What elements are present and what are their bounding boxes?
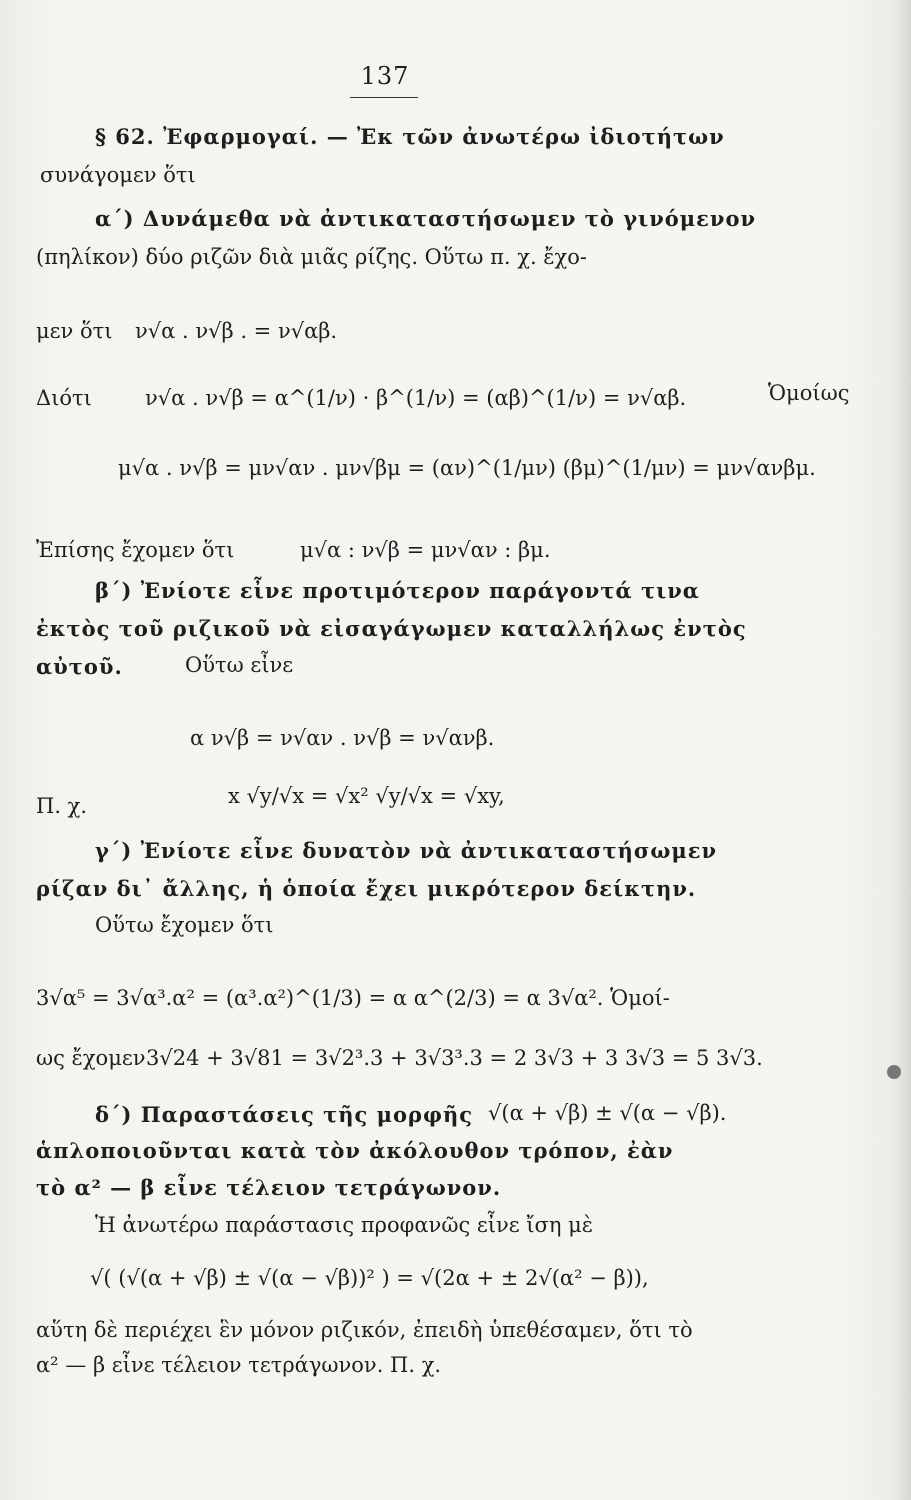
text-line: ἁπλοποιοῦνται κατὰ τὸν ἀκόλουθον τρόπον, ἐὰν xyxy=(36,1138,674,1163)
subsection-gamma: γ΄) Ἐνίοτε εἶνε δυνατὸν νὰ ἀντικαταστήσωμεν xyxy=(95,838,718,863)
formula-squared-expression: √( (√(α + √β) ± √(α − √β))² ) = √(2α + ± 2√(α² − β)), xyxy=(90,1266,649,1290)
formula-proof: ν√α . ν√β = α^(1/ν) · β^(1/ν) = (αβ)^(1/ν) = ν√αβ. xyxy=(145,386,687,410)
text-line: Οὕτω ἔχομεν ὅτι xyxy=(95,913,274,937)
text-line: αὕτη δὲ περιέχει ἓν μόνον ριζικόν, ἐπειδὴ ὑπεθέσαμεν, ὅτι τὸ xyxy=(36,1318,693,1342)
subsection-delta: δ΄) Παραστάσεις τῆς μορφῆς xyxy=(95,1102,474,1127)
section-heading: § 62. Ἐφαρμογαί. — Ἐκ τῶν ἀνωτέρω ἰδιοτήτων xyxy=(95,124,725,149)
page-number: 137 xyxy=(360,62,410,90)
text-line: α² — β εἶνε τέλειον τετράγωνον. Π. χ. xyxy=(36,1353,442,1377)
text-line: Ἡ ἀνωτέρω παράστασις προφανῶς εἶνε ἴση μὲ xyxy=(95,1213,594,1237)
text-line-prefix: μεν ὅτι xyxy=(36,319,113,343)
formula-bring-inside: α ν√β = ν√αν . ν√β = ν√ανβ. xyxy=(190,726,495,750)
formula-nested-radicals: √(α + √β) ± √(α − √β). xyxy=(488,1101,727,1125)
text-line: αὐτοῦ. xyxy=(36,654,123,679)
formula-product-roots: ν√α . ν√β . = ν√αβ. xyxy=(135,319,338,343)
text-line: συνάγομεν ὅτι xyxy=(40,163,196,187)
formula-sum-roots: 3√24 + 3√81 = 3√2³.3 + 3√3³.3 = 2 3√3 + 3 3√3 = 5 3√3. xyxy=(146,1046,763,1070)
text-line-prefix: ως ἔχομεν xyxy=(36,1046,146,1070)
text-line-prefix: Διότι xyxy=(36,386,92,410)
text-line: Οὕτω εἶνε xyxy=(185,653,294,677)
text-line-prefix: Ἐπίσης ἔχομεν ὅτι xyxy=(36,538,235,562)
text-line-prefix: Π. χ. xyxy=(36,794,88,818)
text-line: ρίζαν δι᾽ ἄλλης, ἡ ὁποία ἔχει μικρότερον δείκτην. xyxy=(36,876,697,901)
formula-example: x √y/√x = √x² √y/√x = √xy, xyxy=(228,784,505,808)
subsection-alpha: α΄) Δυνάμεθα νὰ ἀντικαταστήσωμεν τὸ γινόμενον xyxy=(95,206,757,231)
text-line-suffix: Ὁμοίως xyxy=(768,381,850,405)
text-line: ἐκτὸς τοῦ ριζικοῦ νὰ εἰσαγάγωμεν καταλλήλως ἐντὸς xyxy=(36,616,747,641)
text-line: τὸ α² — β εἶνε τέλειον τετράγωνον. xyxy=(36,1175,502,1200)
formula-reduce-index: 3√α⁵ = 3√α³.α² = (α³.α²)^(1/3) = α α^(2/3) = α 3√α². Ὁμοί- xyxy=(36,986,670,1010)
subsection-beta: β΄) Ἐνίοτε εἶνε προτιμότερον παράγοντά τινα xyxy=(95,578,700,603)
formula-different-indices: μ√α . ν√β = μν√αν . μν√βμ = (αν)^(1/μν) (βμ)^(1/μν) = μν√ανβμ. xyxy=(118,456,816,480)
formula-quotient-roots: μ√α : ν√β = μν√αν : βμ. xyxy=(300,538,551,562)
text-line: (πηλίκον) δύο ριζῶν διὰ μιᾶς ρίζης. Οὕτω π. χ. ἔχο- xyxy=(36,245,588,269)
page-edge-shadow xyxy=(893,0,911,1500)
margin-ink-spot xyxy=(887,1065,901,1079)
page-number-rule xyxy=(350,97,418,98)
